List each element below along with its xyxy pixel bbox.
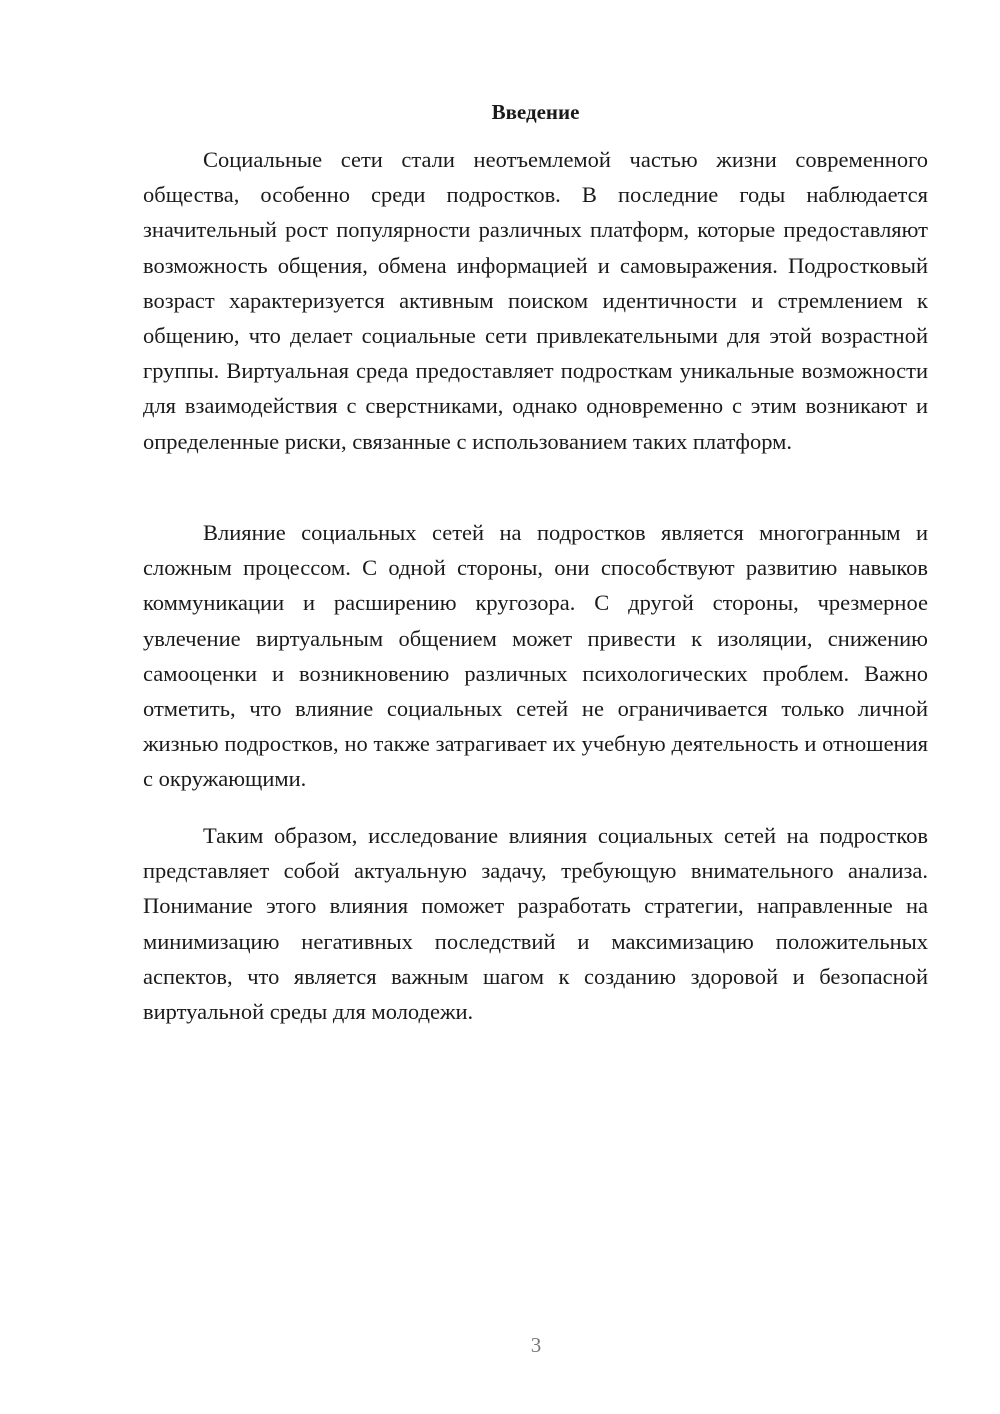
- paragraph-3: Таким образом, исследование влияния социальных сетей на подростков представляет собой актуальную задачу, требующую внимательного анализа. Понимание этого влияния поможет разработать стратегии, направленные на минимизацию негативных последствий и максимизацию положительных аспектов, что является важным шагом к созданию здоровой и безопасной виртуальной среды для молодежи.: [143, 823, 928, 1025]
- section-heading: Введение: [491, 100, 580, 124]
- paragraph-2: Влияние социальных сетей на подростков является многогранным и сложным процессом. С одной стороны, они способствуют развитию навыков коммуникации и расширению кругозора. С другой стороны, чрезмерное увлечение виртуальным общением может привести к изоляции, снижению самооценки и возникновению различных психологических проблем. Важно отметить, что влияние социальных сетей не ограничивается только личной жизнью подростков, но также затрагивает их учебную деятельность и отношения с окружающими.: [143, 520, 928, 792]
- page-number: 3: [530, 1333, 542, 1357]
- paragraph-1: Социальные сети стали неотъемлемой частью жизни современного общества, особенно среди подростков. В последние годы наблюдается значительный рост популярности различных платформ, которые предоставляют возможность общения, обмена информацией и самовыражения. Подростковый возраст характеризуется активным поиском идентичности и стремлением к общению, что делает социальные сети привлекательными для этой возрастной группы. Виртуальная среда предоставляет подросткам уникальные возможности для взаимодействия с сверстниками, однако одновременно с этим возникают и определенные риски, связанные с использованием таких платформ.: [143, 147, 928, 454]
